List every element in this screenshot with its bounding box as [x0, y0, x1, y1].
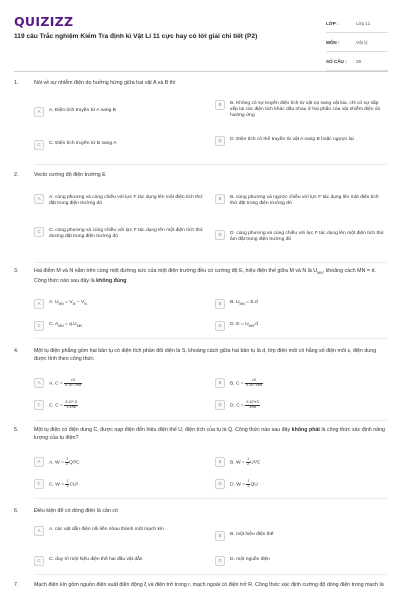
option-text: D. cùng phương và cùng chiều với lực F tác dụng lên một điện tích thử âm đặt trong điện trường đó — [230, 231, 384, 243]
question-number: 1. — [14, 80, 19, 86]
option-b[interactable] — [215, 194, 387, 207]
option-letter-badge: C — [34, 400, 44, 410]
meta-subject-value: Vật lý — [356, 39, 368, 45]
question-text: Nói về sự nhiễm điện do hưởng hứng giữa hai vật A và B thì — [34, 80, 176, 86]
option-a[interactable] — [34, 457, 206, 467]
meta-count-row — [326, 52, 388, 71]
option-text: C. duy trì một hiệu điện thế hai đầu vật dẫn — [49, 557, 143, 562]
option-letter-badge: D — [215, 230, 225, 240]
option-b[interactable] — [215, 299, 387, 309]
option-c[interactable] — [34, 479, 206, 489]
question-separator — [34, 164, 388, 165]
option-letter-badge: C — [34, 556, 44, 566]
option-a[interactable] — [34, 378, 206, 388]
option-letter-badge: A — [34, 107, 44, 117]
option-d[interactable] — [215, 230, 387, 243]
option-text: A. các vật dẫn điện nối liền nhau thành một mạch kín — [49, 527, 165, 532]
meta-subject-label: MÔN : — [326, 39, 340, 45]
option-letter-badge: D — [215, 556, 225, 566]
question-text: Vecto cường độ điện trường E — [34, 172, 106, 178]
option-letter-badge: B — [215, 378, 225, 388]
option-c[interactable] — [34, 140, 199, 150]
option-letter-badge: C — [34, 321, 44, 331]
question-separator — [34, 574, 388, 575]
option-text: A. W = $\frac{1}{2}$ Q²/C — [49, 457, 80, 466]
option-letter-badge: B — [215, 100, 225, 110]
option-text: D. $E = U_{MN}.d$ — [230, 322, 258, 328]
option-a[interactable] — [34, 526, 206, 536]
option-c[interactable] — [34, 321, 206, 331]
meta-count-value: 39 — [356, 58, 362, 64]
option-text: D. một nguồn điện — [230, 557, 270, 562]
option-text: C. W = $\frac{1}{2}$ CU² — [49, 479, 79, 488]
worksheet-meta — [326, 14, 388, 71]
question-number: 6. — [14, 508, 19, 514]
option-letter-badge: D — [215, 479, 225, 489]
question-number: 2. — [14, 172, 19, 178]
option-d[interactable] — [215, 479, 387, 489]
option-letter-badge: A — [34, 457, 44, 467]
question-text: Hai điểm M và N nằm trên cùng một đường sức của một điện trường đều có cường độ E, hiệu điện thế giữa M và N là $U_{MN}$, khoảng cách MN = d. Công thức nào sau đây là không đúng — [34, 268, 376, 284]
question-number: 3. — [14, 268, 19, 274]
option-b[interactable] — [215, 100, 387, 120]
option-letter-badge: C — [34, 227, 44, 237]
option-d[interactable] — [215, 321, 387, 331]
option-letter-badge: C — [34, 479, 44, 489]
option-letter-badge: B — [215, 457, 225, 467]
option-letter-badge: C — [34, 140, 44, 150]
question-separator — [34, 338, 388, 339]
option-text: B. cùng phương và ngược chiều với lực F tác dụng lên một điện tích thử đặt trong điện trường đó — [230, 195, 379, 207]
option-a[interactable] — [34, 194, 206, 207]
option-letter-badge: A — [34, 194, 44, 204]
option-text: B. $U_{MN} = E.d$ — [230, 300, 258, 306]
question-text: Điều kiện để có dòng điện là cần có — [34, 508, 118, 514]
option-c[interactable] — [34, 227, 206, 240]
question-number: 5. — [14, 427, 19, 433]
option-text: A. $U_{MN} = V_M - V_N$ — [49, 300, 87, 306]
option-text: C. Điện tích truyền từ B sang A — [49, 141, 117, 146]
option-letter-badge: D — [215, 400, 225, 410]
option-d[interactable] — [215, 556, 387, 566]
option-text: A. cùng phương và cùng chiều với lực F tác dụng lên một điện tích thử đặt trong điện trường đó — [49, 195, 203, 207]
question-separator — [34, 498, 388, 499]
meta-class-row — [326, 14, 388, 33]
meta-subject-row — [326, 33, 388, 52]
option-text: D. C = $\frac{\text{9.10⁹εS}}{4\pi d}$ — [230, 400, 259, 409]
option-letter-badge: B — [215, 194, 225, 204]
option-letter-badge: D — [215, 321, 225, 331]
option-c[interactable] — [34, 400, 206, 410]
option-letter-badge: A — [34, 526, 44, 536]
option-text: C. $A_{MN} = q.U_{MN}$ — [49, 322, 82, 328]
worksheet-title: 119 câu Trắc nghiệm Kiểm Tra định kì Vật Lí 11 cực hay có lời giải chi tiết (P2) — [14, 33, 258, 40]
question-number: 7. — [14, 582, 19, 588]
option-text: C. C = $\frac{\text{9.10⁹.S}}{\varepsilon.4\pi d}$ — [49, 400, 78, 409]
option-text: B. Không có sự truyền điện tích từ vật nọ sang vật kia, chỉ có sự sắp xếp lại các điện tích khác dấu nhau ở hai phần của vật nhiễm điện do hưởng ứng — [230, 101, 381, 119]
option-a[interactable] — [34, 107, 199, 117]
question-text: Một tụ điện phẳng gồm hai bản tụ có diện tích phần đối diện là S, khoảng cách giữa hai bản tụ là d, lớp điện môi có hằng số điện môi ε, điện dung được tính theo công thức — [34, 348, 377, 362]
option-c[interactable] — [34, 556, 206, 566]
option-text: B. C = $\frac{\varepsilon S}{\text{9.10⁹.4πd}}$ — [230, 378, 263, 387]
option-letter-badge: A — [34, 299, 44, 309]
option-text: D. Điện tích có thể truyền từ vật A sang B hoặc ngược lại — [230, 137, 354, 142]
option-text: D. W = $\frac{1}{2}$ QU — [230, 479, 258, 488]
option-b[interactable] — [215, 378, 387, 388]
question-number: 4. — [14, 348, 19, 354]
question-text: Một tụ điện có điện dung C, được nạp điện đến hiệu điện thế U, điện tích của tụ là Q. Công thức nào sau đây không phải là công thức xác định năng lượng của tụ điện? — [34, 427, 385, 441]
meta-class-value: Lớp 11 — [356, 20, 371, 26]
option-d[interactable] — [215, 136, 387, 146]
header-divider — [14, 71, 388, 72]
option-letter-badge: D — [215, 136, 225, 146]
option-text: A. C = $\frac{\varepsilon S}{\text{9.10⁹.2πd}}$ — [49, 378, 82, 387]
option-b[interactable] — [215, 531, 387, 541]
option-text: C. cùng phương và cùng chiều với lực F tác dụng lên một điện tích thử dương đặt trong điện trường đó — [49, 228, 203, 240]
option-text: B. một hiệu điện thế — [230, 532, 274, 537]
question-separator — [34, 420, 388, 421]
question-separator — [34, 262, 388, 263]
question-text: Mạch điện kín gồm nguồn điện suất điện động ξ và điện trở trong r, mạch ngoài có điện trở R. Công thức xác định cường độ dòng điện trong mạch là — [34, 582, 384, 588]
option-letter-badge: B — [215, 531, 225, 541]
meta-class-label: LỚP : — [326, 20, 339, 26]
option-d[interactable] — [215, 400, 387, 410]
meta-count-label: SỐ CÂU : — [326, 58, 347, 64]
option-letter-badge: B — [215, 299, 225, 309]
quizizz-logo: QUIZIZZ — [14, 14, 74, 29]
option-a[interactable] — [34, 299, 206, 309]
option-b[interactable] — [215, 457, 387, 467]
option-text: B. W = $\frac{1}{2}$ U²/C — [230, 457, 261, 466]
option-text: A. Điện tích truyền từ A sang B — [49, 108, 116, 113]
option-letter-badge: A — [34, 378, 44, 388]
